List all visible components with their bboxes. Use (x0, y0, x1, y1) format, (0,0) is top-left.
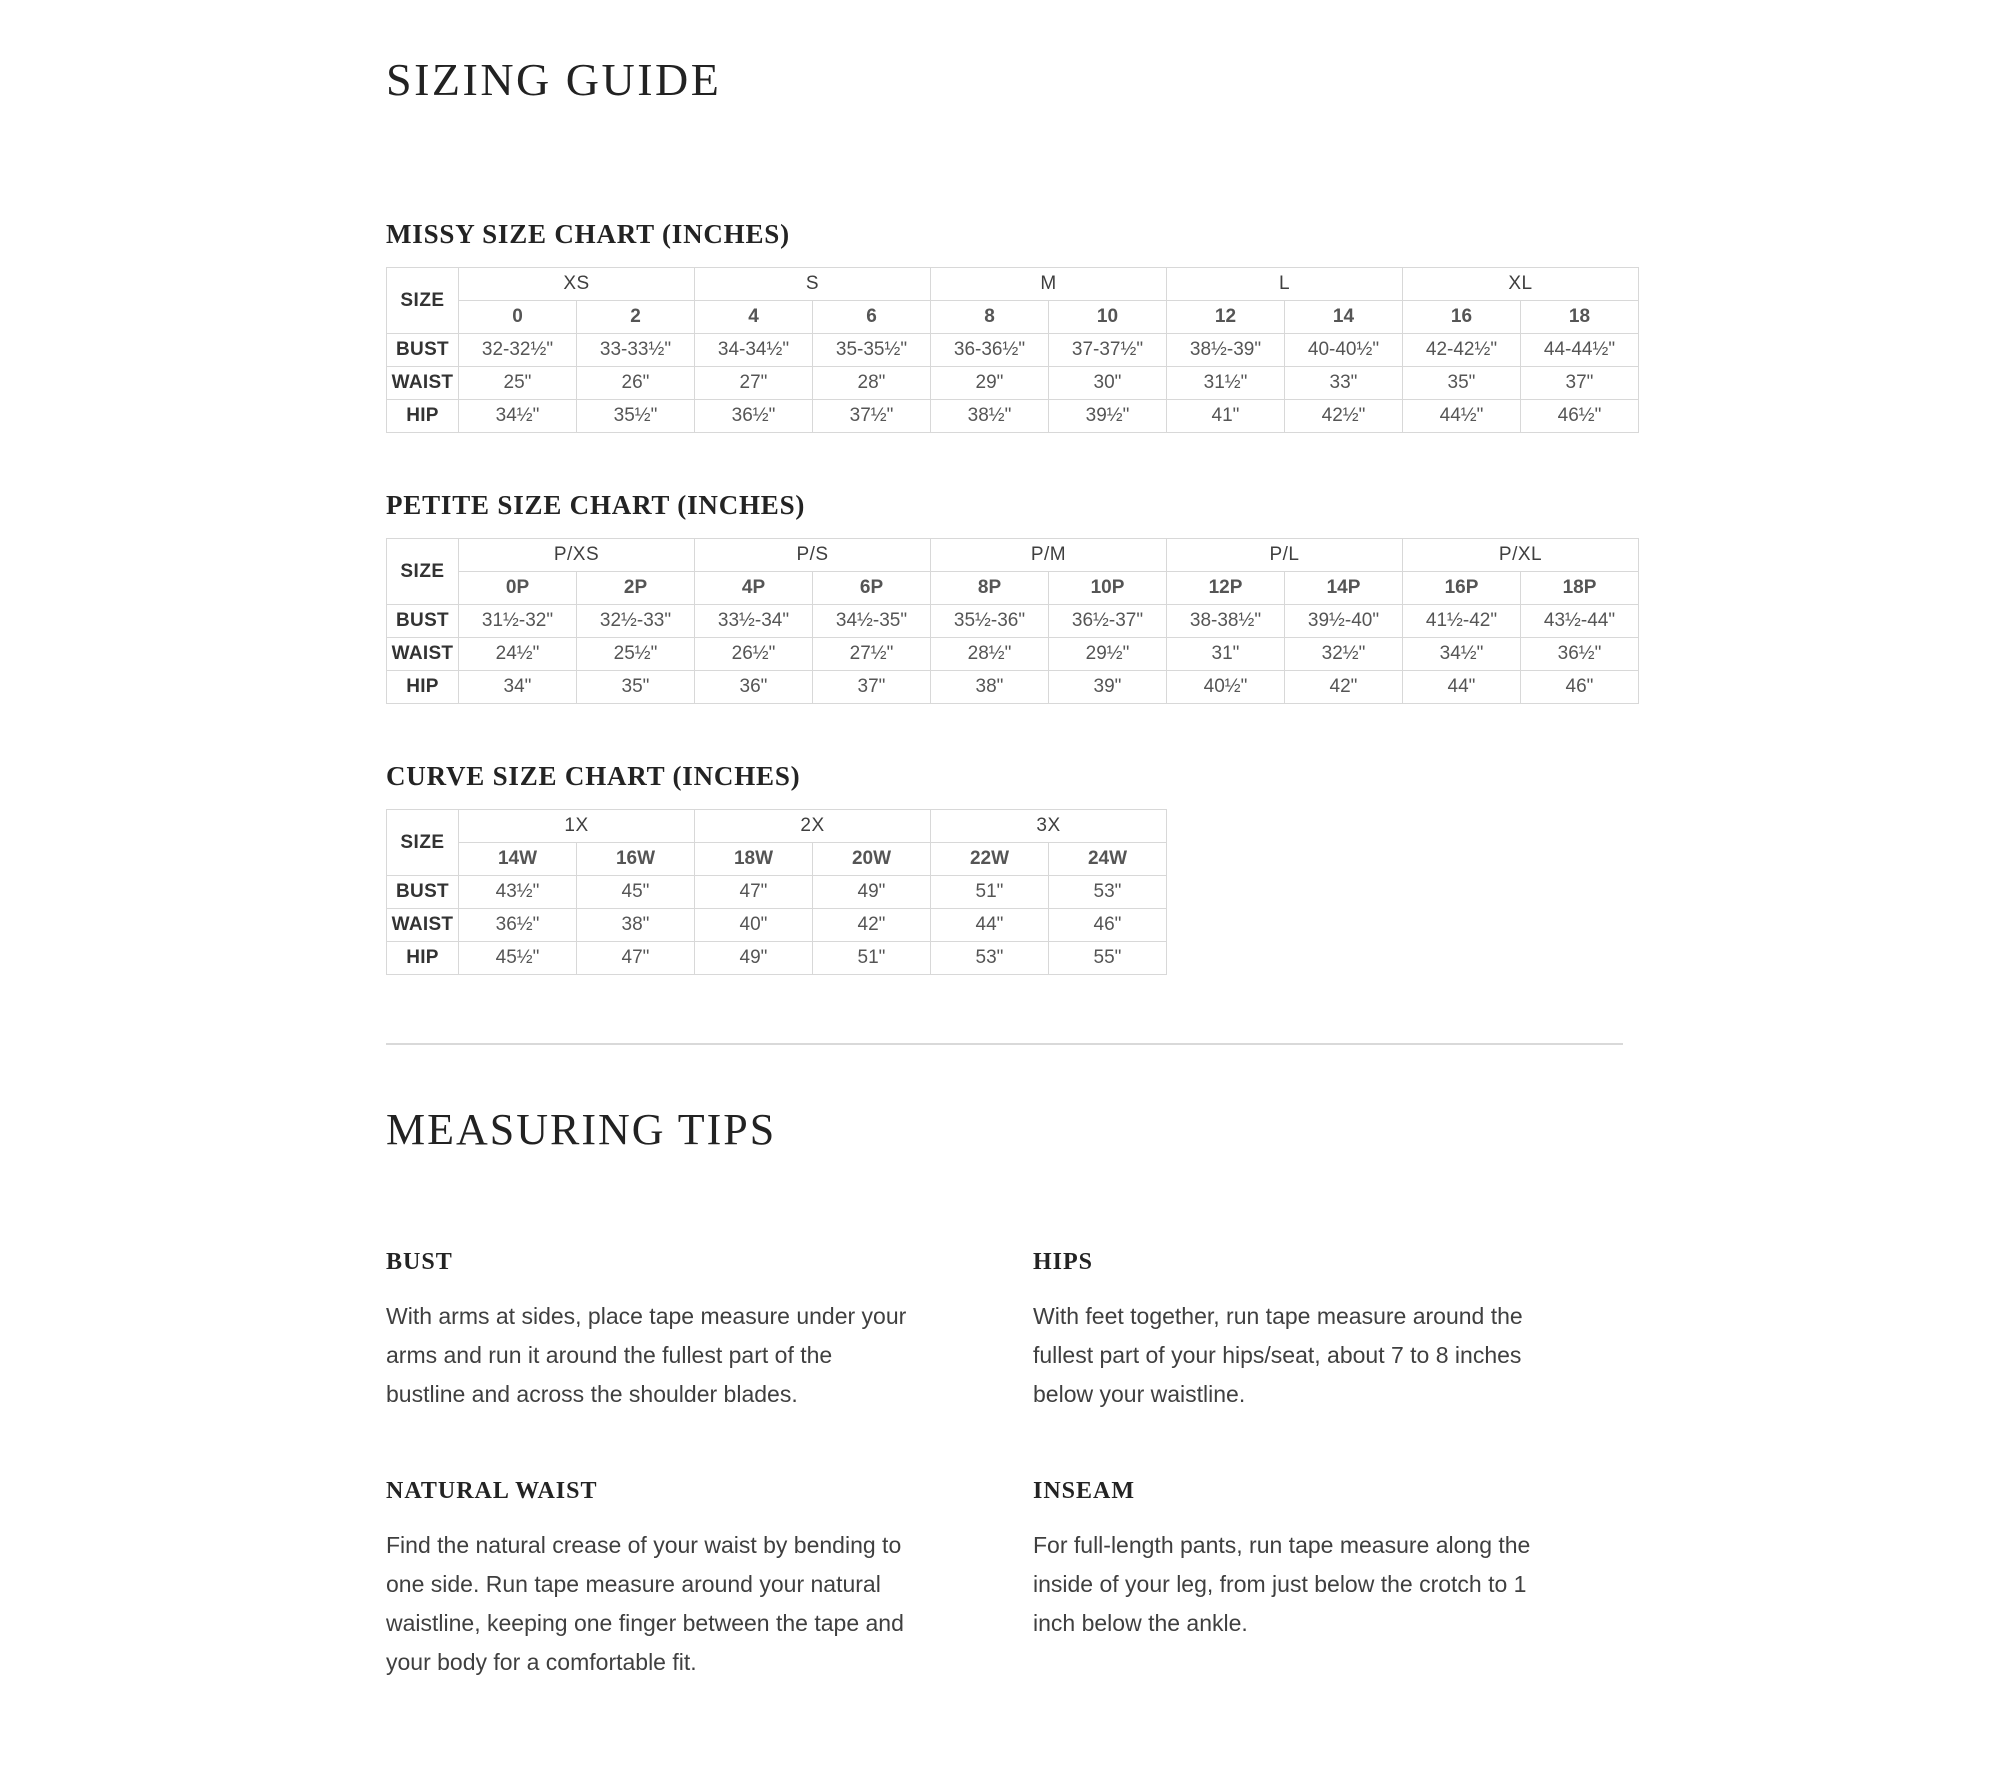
missy-chart-title: MISSY SIZE CHART (INCHES) (386, 219, 790, 249)
measurement-value: 40-40½" (1285, 334, 1403, 367)
measurement-value: 33-33½" (577, 334, 695, 367)
size-group-header: XS (459, 268, 695, 301)
size-number-header: 12 (1167, 301, 1285, 334)
measurement-value: 36½-37" (1049, 605, 1167, 638)
tip-inseam (1033, 1476, 1640, 1682)
measurement-label: WAIST (387, 367, 459, 400)
measurement-label: WAIST (387, 638, 459, 671)
measurement-value: 36½" (1521, 638, 1639, 671)
measurement-value: 40½" (1167, 671, 1285, 704)
petite-size-chart-section (386, 489, 1640, 704)
tip-natural-waist (386, 1476, 1033, 1682)
measurement-value: 37" (1521, 367, 1639, 400)
measurement-value: 36½" (695, 400, 813, 433)
measurement-value: 26" (577, 367, 695, 400)
measurement-value: 28" (813, 367, 931, 400)
measurement-value: 37½" (813, 400, 931, 433)
measurement-value: 35½-36" (931, 605, 1049, 638)
measurement-row (387, 367, 1639, 400)
measurement-value: 32-32½" (459, 334, 577, 367)
measurement-value: 30" (1049, 367, 1167, 400)
measurement-value: 27" (695, 367, 813, 400)
size-number-header: 18W (695, 843, 813, 876)
measurement-label: BUST (387, 876, 459, 909)
measurement-value: 37-37½" (1049, 334, 1167, 367)
size-number-header: 8P (931, 572, 1049, 605)
measurement-value: 34½" (1403, 638, 1521, 671)
tip-hips (1033, 1247, 1640, 1414)
measurement-label: WAIST (387, 909, 459, 942)
size-number-header: 14W (459, 843, 577, 876)
size-number-header: 6 (813, 301, 931, 334)
size-column-header: SIZE (387, 539, 459, 605)
tip-inseam-text: For full-length pants, run tape measure along the inside of your leg, from just below the crotch to 1 inch below the ankle. (1033, 1532, 1531, 1636)
measurement-value: 42" (813, 909, 931, 942)
measurement-value: 39" (1049, 671, 1167, 704)
measurement-value: 36" (695, 671, 813, 704)
measurement-value: 43½-44" (1521, 605, 1639, 638)
size-number-header: 16P (1403, 572, 1521, 605)
measurement-value: 46" (1521, 671, 1639, 704)
measurement-value: 55" (1049, 942, 1167, 975)
size-number-header: 14P (1285, 572, 1403, 605)
measurement-value: 35-35½" (813, 334, 931, 367)
size-number-header: 20W (813, 843, 931, 876)
measurement-row (387, 605, 1639, 638)
size-column-header: SIZE (387, 810, 459, 876)
size-group-header: P/XS (459, 539, 695, 572)
curve-size-table (386, 809, 1167, 975)
measurement-value: 51" (931, 876, 1049, 909)
measurement-value: 41" (1167, 400, 1285, 433)
size-group-header: S (695, 268, 931, 301)
measurement-value: 51" (813, 942, 931, 975)
measurement-value: 47" (695, 876, 813, 909)
measurement-value: 46" (1049, 909, 1167, 942)
size-group-header: P/L (1167, 539, 1403, 572)
measurement-value: 39½-40" (1285, 605, 1403, 638)
measurement-value: 26½" (695, 638, 813, 671)
measurement-label: BUST (387, 334, 459, 367)
size-number-header: 8 (931, 301, 1049, 334)
size-group-header: 1X (459, 810, 695, 843)
size-group-header: P/XL (1403, 539, 1639, 572)
measurement-value: 29½" (1049, 638, 1167, 671)
measurement-value: 43½" (459, 876, 577, 909)
measurement-value: 39½" (1049, 400, 1167, 433)
tip-bust-heading: BUST (386, 1249, 453, 1275)
tip-inseam-heading: INSEAM (1033, 1478, 1136, 1504)
measurement-value: 34½-35" (813, 605, 931, 638)
size-number-header: 2 (577, 301, 695, 334)
measurement-value: 35" (1403, 367, 1521, 400)
measurement-label: HIP (387, 671, 459, 704)
measurement-label: HIP (387, 400, 459, 433)
measurement-value: 34" (459, 671, 577, 704)
size-group-header: M (931, 268, 1167, 301)
measuring-tips-grid (386, 1247, 1640, 1682)
measurement-value: 42½" (1285, 400, 1403, 433)
measurement-row (387, 671, 1639, 704)
measurement-value: 28½" (931, 638, 1049, 671)
size-number-header: 10 (1049, 301, 1167, 334)
measurement-row (387, 638, 1639, 671)
measurement-value: 25" (459, 367, 577, 400)
measurement-value: 31" (1167, 638, 1285, 671)
curve-size-chart-section (386, 760, 1640, 975)
measurement-value: 53" (931, 942, 1049, 975)
size-number-header: 12P (1167, 572, 1285, 605)
tip-bust (386, 1247, 1033, 1414)
measurement-label: HIP (387, 942, 459, 975)
tip-natural-waist-text: Find the natural crease of your waist by bending to one side. Run tape measure around your natural waistline, keeping one finger between the tape and your body for a comfortable fit. (386, 1532, 904, 1675)
size-group-header: P/M (931, 539, 1167, 572)
measurement-row (387, 876, 1167, 909)
measurement-value: 46½" (1521, 400, 1639, 433)
size-number-header: 14 (1285, 301, 1403, 334)
measurement-value: 36½" (459, 909, 577, 942)
size-group-header: XL (1403, 268, 1639, 301)
tip-bust-text: With arms at sides, place tape measure under your arms and run it around the fullest part of the bustline and across the shoulder blades. (386, 1303, 907, 1407)
measurement-value: 33½-34" (695, 605, 813, 638)
measurement-value: 45½" (459, 942, 577, 975)
sizing-guide-page (386, 0, 1640, 1682)
measurement-value: 33" (1285, 367, 1403, 400)
missy-size-chart-section (386, 218, 1640, 433)
size-number-header: 22W (931, 843, 1049, 876)
measurement-value: 49" (695, 942, 813, 975)
size-group-header: L (1167, 268, 1403, 301)
size-number-header: 4P (695, 572, 813, 605)
size-group-header: P/S (695, 539, 931, 572)
measurement-value: 34½" (459, 400, 577, 433)
measurement-value: 47" (577, 942, 695, 975)
tip-hips-heading: HIPS (1033, 1249, 1094, 1275)
measurement-value: 44" (931, 909, 1049, 942)
size-number-header: 10P (1049, 572, 1167, 605)
measurement-value: 29" (931, 367, 1049, 400)
size-number-header: 18P (1521, 572, 1639, 605)
measuring-tips-title: MEASURING TIPS (386, 1105, 777, 1154)
measurement-value: 38½-39" (1167, 334, 1285, 367)
measurement-value: 35" (577, 671, 695, 704)
tip-hips-text: With feet together, run tape measure around the fullest part of your hips/seat, about 7 to 8 inches below your waistline. (1033, 1303, 1523, 1407)
size-number-header: 2P (577, 572, 695, 605)
measurement-value: 44½" (1403, 400, 1521, 433)
measurement-value: 40" (695, 909, 813, 942)
size-number-header: 24W (1049, 843, 1167, 876)
measurement-value: 36-36½" (931, 334, 1049, 367)
measurement-label: BUST (387, 605, 459, 638)
measurement-value: 49" (813, 876, 931, 909)
size-number-header: 0P (459, 572, 577, 605)
measurement-value: 34-34½" (695, 334, 813, 367)
measurement-value: 32½" (1285, 638, 1403, 671)
measurement-value: 44-44½" (1521, 334, 1639, 367)
measurement-value: 38-38½" (1167, 605, 1285, 638)
measurement-value: 44" (1403, 671, 1521, 704)
measurement-value: 38" (931, 671, 1049, 704)
size-group-header: 3X (931, 810, 1167, 843)
measurement-row (387, 942, 1167, 975)
measurement-value: 37" (813, 671, 931, 704)
measurement-value: 27½" (813, 638, 931, 671)
measurement-value: 53" (1049, 876, 1167, 909)
measurement-value: 42-42½" (1403, 334, 1521, 367)
measurement-value: 31½-32" (459, 605, 577, 638)
measurement-value: 32½-33" (577, 605, 695, 638)
measurement-value: 41½-42" (1403, 605, 1521, 638)
size-column-header: SIZE (387, 268, 459, 334)
measurement-row (387, 400, 1639, 433)
size-number-header: 18 (1521, 301, 1639, 334)
page-title: SIZING GUIDE (386, 54, 722, 105)
missy-size-table (386, 267, 1639, 433)
size-number-header: 16W (577, 843, 695, 876)
measurement-row (387, 334, 1639, 367)
measurement-row (387, 909, 1167, 942)
measurement-value: 35½" (577, 400, 695, 433)
curve-chart-title: CURVE SIZE CHART (INCHES) (386, 761, 801, 791)
petite-size-table (386, 538, 1639, 704)
size-number-header: 0 (459, 301, 577, 334)
measurement-value: 25½" (577, 638, 695, 671)
measurement-value: 38½" (931, 400, 1049, 433)
section-divider (386, 1043, 1623, 1045)
size-number-header: 16 (1403, 301, 1521, 334)
measurement-value: 45" (577, 876, 695, 909)
measurement-value: 38" (577, 909, 695, 942)
size-number-header: 6P (813, 572, 931, 605)
size-number-header: 4 (695, 301, 813, 334)
measurement-value: 24½" (459, 638, 577, 671)
petite-chart-title: PETITE SIZE CHART (INCHES) (386, 490, 806, 520)
tip-natural-waist-heading: NATURAL WAIST (386, 1478, 598, 1504)
measurement-value: 42" (1285, 671, 1403, 704)
size-group-header: 2X (695, 810, 931, 843)
measurement-value: 31½" (1167, 367, 1285, 400)
